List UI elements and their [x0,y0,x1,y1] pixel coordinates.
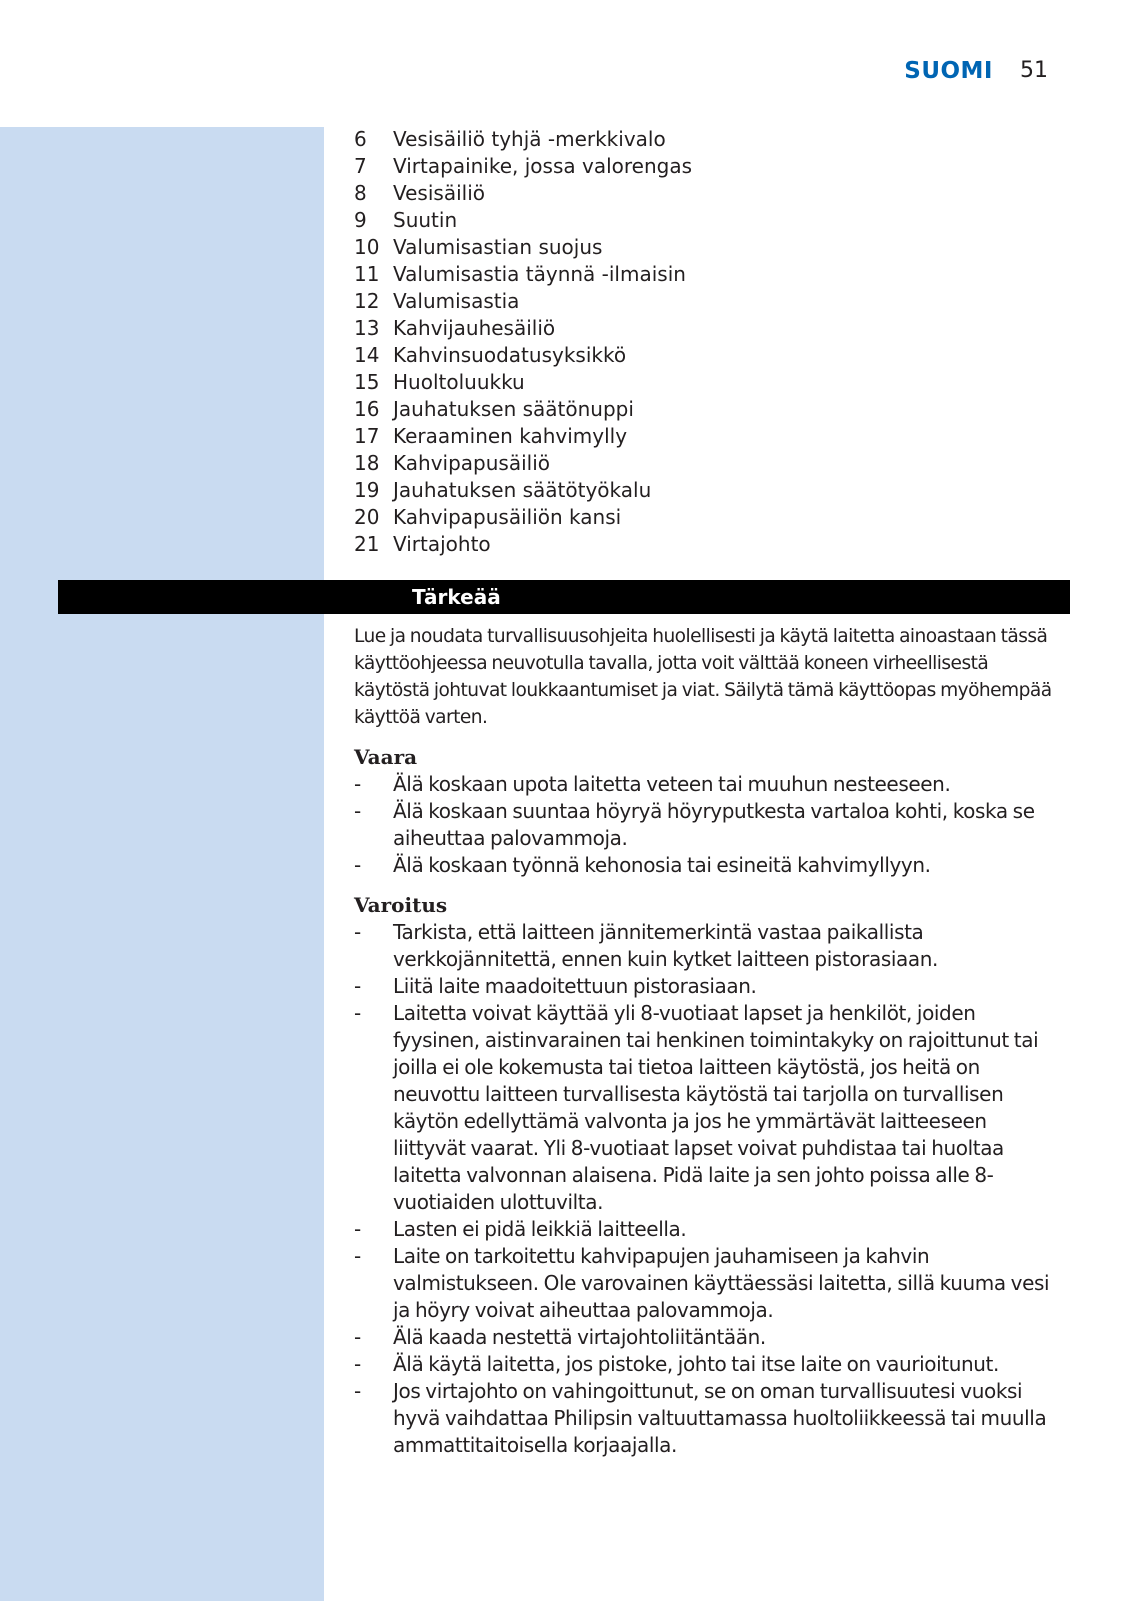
part-label: Virtajohto [393,532,491,556]
language-label: SUOMI [904,58,993,84]
parts-list [354,126,1054,558]
part-item [354,531,1054,558]
part-item [354,288,1054,315]
intro-paragraph: Lue ja noudata turvallisuusohjeita huolellisesti ja käytä laitetta ainoastaan tässä käyttöohjeessa neuvotulla tavalla, jotta voit välttää koneen virheellisestä käytöstä johtuvat loukkaantumiset ja viat. Säilytä tämä käyttöopas myöhempää käyttöä varten. [354,626,1052,728]
bullet-text: Älä kaada nestettä virtajohtoliitäntään. [393,1325,766,1349]
part-number: 13 [354,316,380,340]
part-item [354,180,1054,207]
bullet-item [354,1378,1064,1459]
safety-content [354,623,1064,1472]
part-label: Keraaminen kahvimylly [393,424,628,448]
bullet-text: Laitetta voivat käyttää yli 8-vuotiaat lapset ja henkilöt, joiden fyysinen, aistinvarainen tai henkinen toimintakyky on rajoittunut tai joilla ei ole kokemusta tai tietoa laitteen käytöstä, jos heitä on neuvottu laitteen turvallisesta käytöstä tai tarjolla on turvallisen käytön edellyttämä valvonta ja jos he ymmärtävät laitteeseen liittyvät vaarat. Yli 8-vuotiaat lapset voivat puhdistaa tai huoltaa laitetta valvonnan alaisena. Pidä laite ja sen johto poissa alle 8-vuotiaiden ulottuvilta. [393,1001,1039,1214]
bullet-dash: - [354,853,361,877]
part-item [354,234,1054,261]
bullet-dash: - [354,1325,361,1349]
bullet-text: Jos virtajohto on vahingoittunut, se on oman turvallisuutesi vuoksi hyvä vaihdattaa Philipsin valtuuttamassa huoltoliikkeessä tai muulla ammattitaitoisella korjaajalla. [393,1379,1047,1457]
part-label: Valumisastia [393,289,520,313]
bullet-dash: - [354,1001,361,1025]
part-label: Kahvipapusäiliö [393,451,550,475]
part-number: 9 [354,208,367,232]
bullet-text: Älä koskaan suuntaa höyryä höyryputkesta vartaloa kohti, koska se aiheuttaa palovammoja. [393,799,1035,850]
bullet-dash: - [354,772,361,796]
part-item [354,369,1054,396]
part-number: 19 [354,478,380,502]
part-item [354,423,1054,450]
part-number: 18 [354,451,380,475]
bullet-text: Älä koskaan upota laitetta veteen tai muuhun nesteeseen. [393,772,951,796]
section-title: Tärkeää [412,585,501,609]
part-label: Jauhatuksen säätötyökalu [393,478,652,502]
part-label: Virtapainike, jossa valorengas [393,154,693,178]
part-item [354,477,1054,504]
bullet-item [354,1000,1064,1216]
bullet-dash: - [354,1244,361,1268]
part-item [354,396,1054,423]
bullet-text: Liitä laite maadoitettuun pistorasiaan. [393,974,757,998]
part-label: Huoltoluukku [393,370,525,394]
bullet-dash: - [354,974,361,998]
part-item [354,504,1054,531]
part-number: 15 [354,370,380,394]
part-number: 16 [354,397,380,421]
part-number: 6 [354,127,367,151]
part-item [354,450,1054,477]
part-label: Jauhatuksen säätönuppi [393,397,634,421]
bullet-dash: - [354,1217,361,1241]
bullet-item [354,798,1064,852]
part-number: 20 [354,505,380,529]
part-number: 12 [354,289,380,313]
part-label: Valumisastia täynnä -ilmaisin [393,262,686,286]
part-number: 14 [354,343,380,367]
part-label: Vesisäiliö [393,181,485,205]
danger-list [354,771,1064,879]
bullet-dash: - [354,799,361,823]
warning-heading: Varoitus [354,893,448,917]
part-label: Kahvinsuodatusyksikkö [393,343,627,367]
part-item [354,207,1054,234]
part-label: Vesisäiliö tyhjä -merkkivalo [393,127,666,151]
bullet-item [354,1216,1064,1243]
part-item [354,153,1054,180]
bullet-item [354,1243,1064,1324]
bullet-text: Älä koskaan työnnä kehonosia tai esineitä kahvimyllyyn. [393,853,931,877]
page-number: 51 [1020,58,1048,83]
bullet-item [354,1324,1064,1351]
part-item [354,261,1054,288]
part-number: 10 [354,235,380,259]
part-item [354,315,1054,342]
bullet-item [354,1351,1064,1378]
part-number: 8 [354,181,367,205]
bullet-dash: - [354,1379,361,1403]
warning-list [354,919,1064,1459]
bullet-text: Tarkista, että laitteen jännitemerkintä vastaa paikallista verkkojännitettä, ennen kuin kytket laitteen pistorasiaan. [393,920,938,971]
part-label: Suutin [393,208,458,232]
bullet-item [354,852,1064,879]
bullet-item [354,771,1064,798]
part-number: 17 [354,424,380,448]
bullet-text: Laite on tarkoitettu kahvipapujen jauhamiseen ja kahvin valmistukseen. Ole varovainen käyttäessäsi laitetta, sillä kuuma vesi ja höyry voivat aiheuttaa palovammoja. [393,1244,1050,1322]
section-title-bar [58,580,1070,614]
part-label: Kahvijauhesäiliö [393,316,556,340]
bullet-dash: - [354,920,361,944]
part-label: Kahvipapusäiliön kansi [393,505,622,529]
sidebar-panel [0,127,324,1601]
bullet-text: Lasten ei pidä leikkiä laitteella. [393,1217,687,1241]
bullet-item [354,919,1064,973]
part-label: Valumisastian suojus [393,235,603,259]
part-number: 11 [354,262,380,286]
danger-heading: Vaara [354,745,418,769]
part-item [354,342,1054,369]
bullet-item [354,973,1064,1000]
part-item [354,126,1054,153]
bullet-dash: - [354,1352,361,1376]
bullet-text: Älä käytä laitetta, jos pistoke, johto tai itse laite on vaurioitunut. [393,1352,999,1376]
part-number: 7 [354,154,367,178]
part-number: 21 [354,532,380,556]
